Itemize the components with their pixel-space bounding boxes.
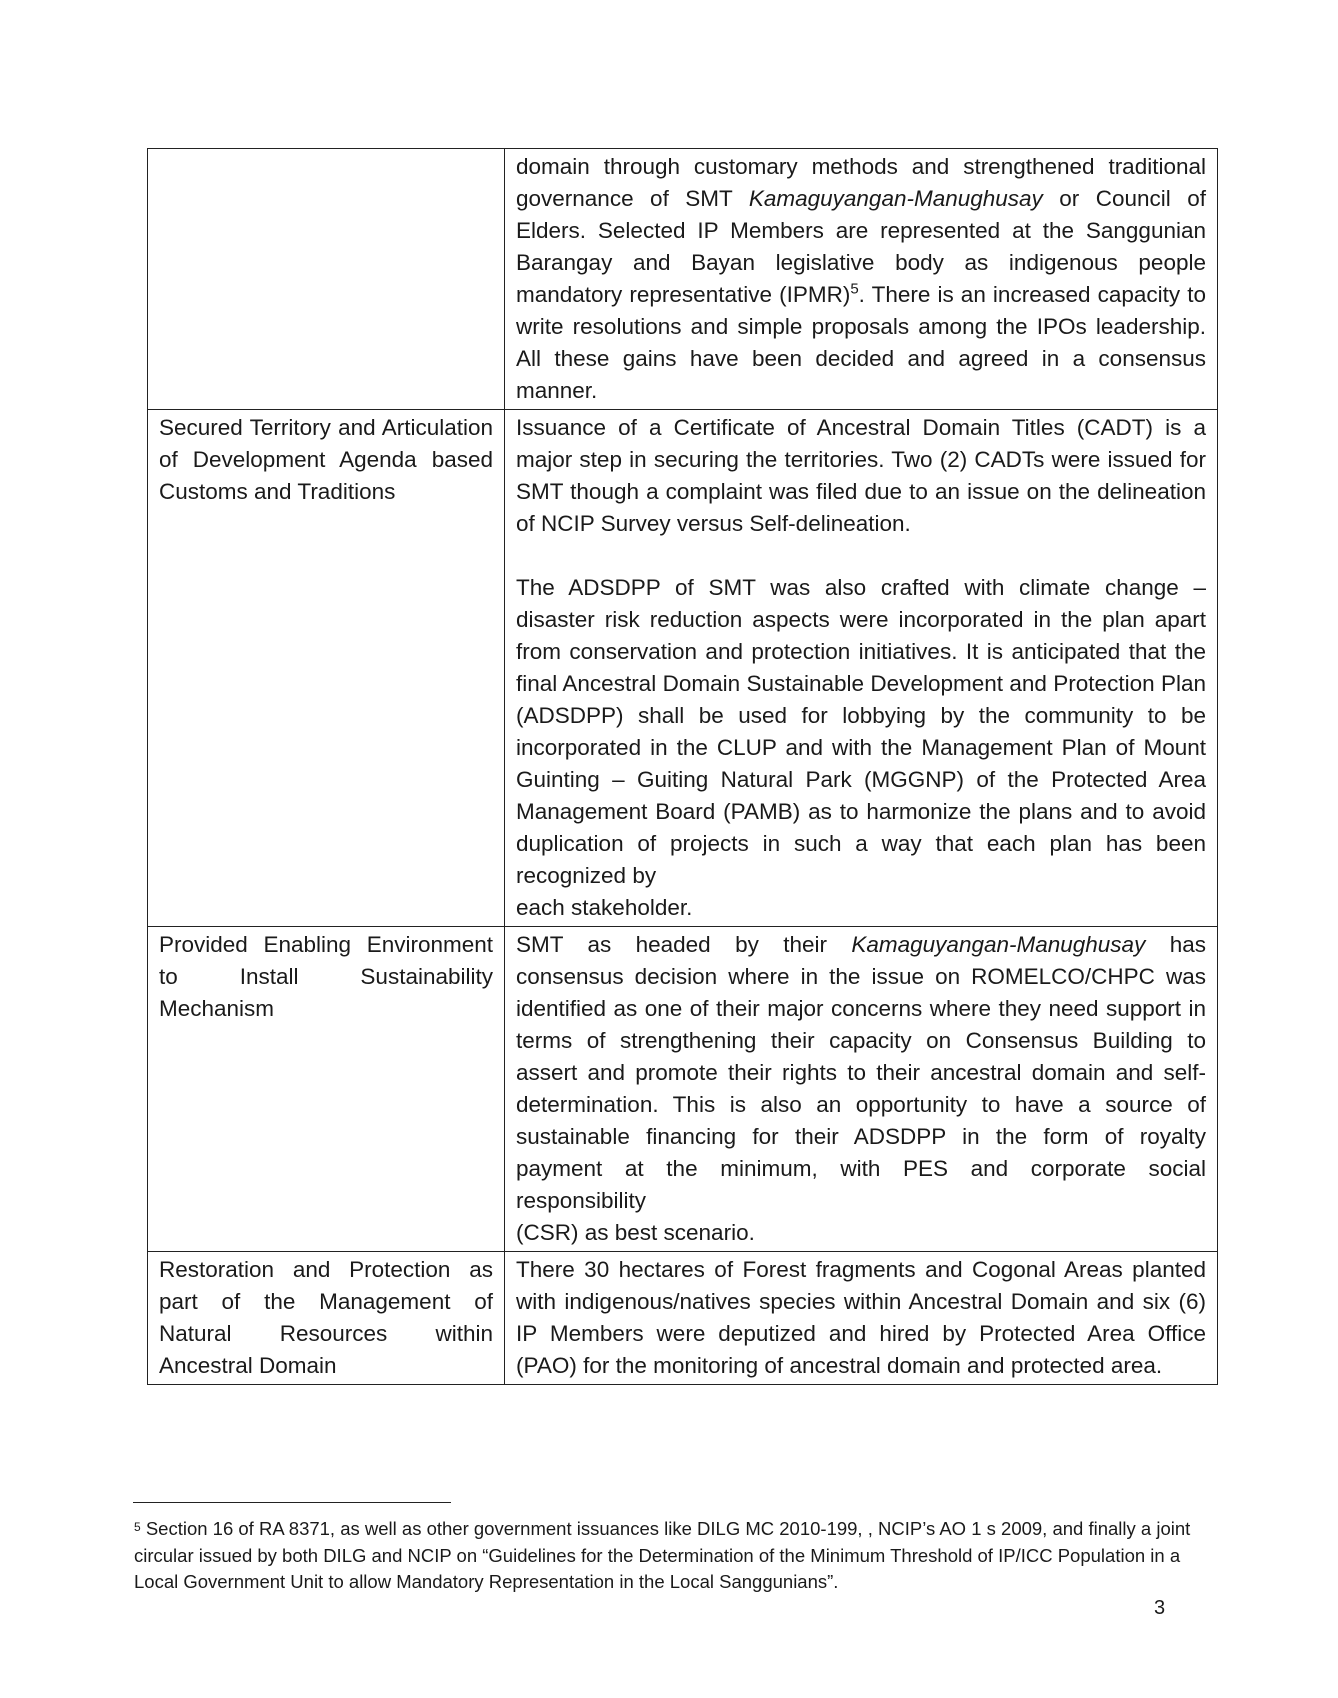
table-row	[148, 927, 1218, 1252]
text-run: domain through customary methods and strengthened traditional governance of SMT	[516, 154, 1206, 211]
footnote-marker: 5	[134, 1520, 141, 1534]
description-paragraph	[516, 412, 1206, 540]
outcomes-table	[147, 148, 1218, 1385]
table-row	[148, 149, 1218, 410]
description-cell	[505, 410, 1218, 927]
footnote	[134, 1516, 1196, 1596]
table-row	[148, 1252, 1218, 1385]
outcome-cell	[148, 410, 505, 927]
text-run: . There is an increased capacity to write resolutions and simple proposals among the IPOs leadership. All these gains have been decided and agreed in a consensus manner.	[516, 282, 1206, 403]
page-number: 3	[1154, 1597, 1166, 1619]
text-run: SMT as headed by their	[516, 932, 852, 957]
table-row	[148, 410, 1218, 927]
outcome-cell	[148, 927, 505, 1252]
description-paragraph	[516, 892, 1206, 924]
outcome-label: Restoration and Protection as part of the Management of Natural Resources within Ancestral Domain	[159, 1257, 493, 1378]
footnote-reference: 5	[850, 280, 859, 298]
text-run: each stakeholder.	[516, 895, 693, 920]
italic-term: Kamaguyangan-Manughusay	[748, 186, 1043, 211]
outcome-label: Provided Enabling Environment to Install Sustainability Mechanism	[159, 932, 493, 1021]
outcome-cell	[148, 149, 505, 410]
description-cell	[505, 927, 1218, 1252]
footnote-text: Section 16 of RA 8371, as well as other government issuances like DILG MC 2010-199, , NCIP’s AO 1 s 2009, and finally a joint circular issued by both DILG and NCIP on “Guidelines for the Determination of the Minimum Threshold of IP/ICC Population in a Local Government Unit to allow Mandatory Representation in the Local Sanggunians”.	[134, 1518, 1191, 1592]
text-run: Issuance of a Certificate of Ancestral Domain Titles (CADT) is a major step in securing the territories. Two (2) CADTs were issued for SMT though a complaint was filed due to an issue on the delineation of NCIP Survey versus Self-delineation.	[516, 415, 1206, 536]
paragraph-gap	[516, 540, 1206, 572]
description-paragraph	[516, 151, 1206, 407]
description-cell	[505, 149, 1218, 410]
description-paragraph	[516, 1217, 1206, 1249]
description-cell	[505, 1252, 1218, 1385]
text-run: The ADSDPP of SMT was also crafted with climate change – disaster risk reduction aspects were incorporated in the plan apart from conservation and protection initiatives. It is anticipated that the final Ancestral Domain Sustainable Development and Protection Plan (ADSDPP) shall be used for lobbying by the community to be incorporated in the CLUP and with the Management Plan of Mount Guinting – Guiting Natural Park (MGGNP) of the Protected Area Management Board (PAMB) as to harmonize the plans and to avoid duplication of projects in such a way that each plan has been recognized by	[516, 575, 1206, 888]
description-paragraph	[516, 1254, 1206, 1382]
description-paragraph	[516, 572, 1206, 892]
text-run: has consensus decision where in the issue on ROMELCO/CHPC was identified as one of their major concerns where they need support in terms of strengthening their capacity on Consensus Building to assert and promote their rights to their ancestral domain and self- determination. This is also an opportunity to have a source of sustainable financing for their ADSDPP in the form of royalty payment at the minimum, with PES and corporate social responsibility	[516, 932, 1206, 1213]
text-run: or Council of Elders. Selected IP Members are represented at the Sanggunian Barangay and Bayan legislative body as indigenous people mandatory representative (IPMR)	[516, 186, 1206, 307]
italic-term: Kamaguyangan-Manughusay	[851, 932, 1146, 957]
footnote-separator	[133, 1502, 451, 1503]
text-run: There 30 hectares of Forest fragments and Cogonal Areas planted with indigenous/natives species within Ancestral Domain and six (6) IP Members were deputized and hired by Protected Area Office (PAO) for the monitoring of ancestral domain and protected area.	[516, 1257, 1206, 1378]
text-run: (CSR) as best scenario.	[516, 1220, 755, 1245]
description-paragraph	[516, 929, 1206, 1217]
outcome-cell	[148, 1252, 505, 1385]
outcome-label: Secured Territory and Articulation of Development Agenda based Customs and Traditions	[159, 415, 493, 504]
